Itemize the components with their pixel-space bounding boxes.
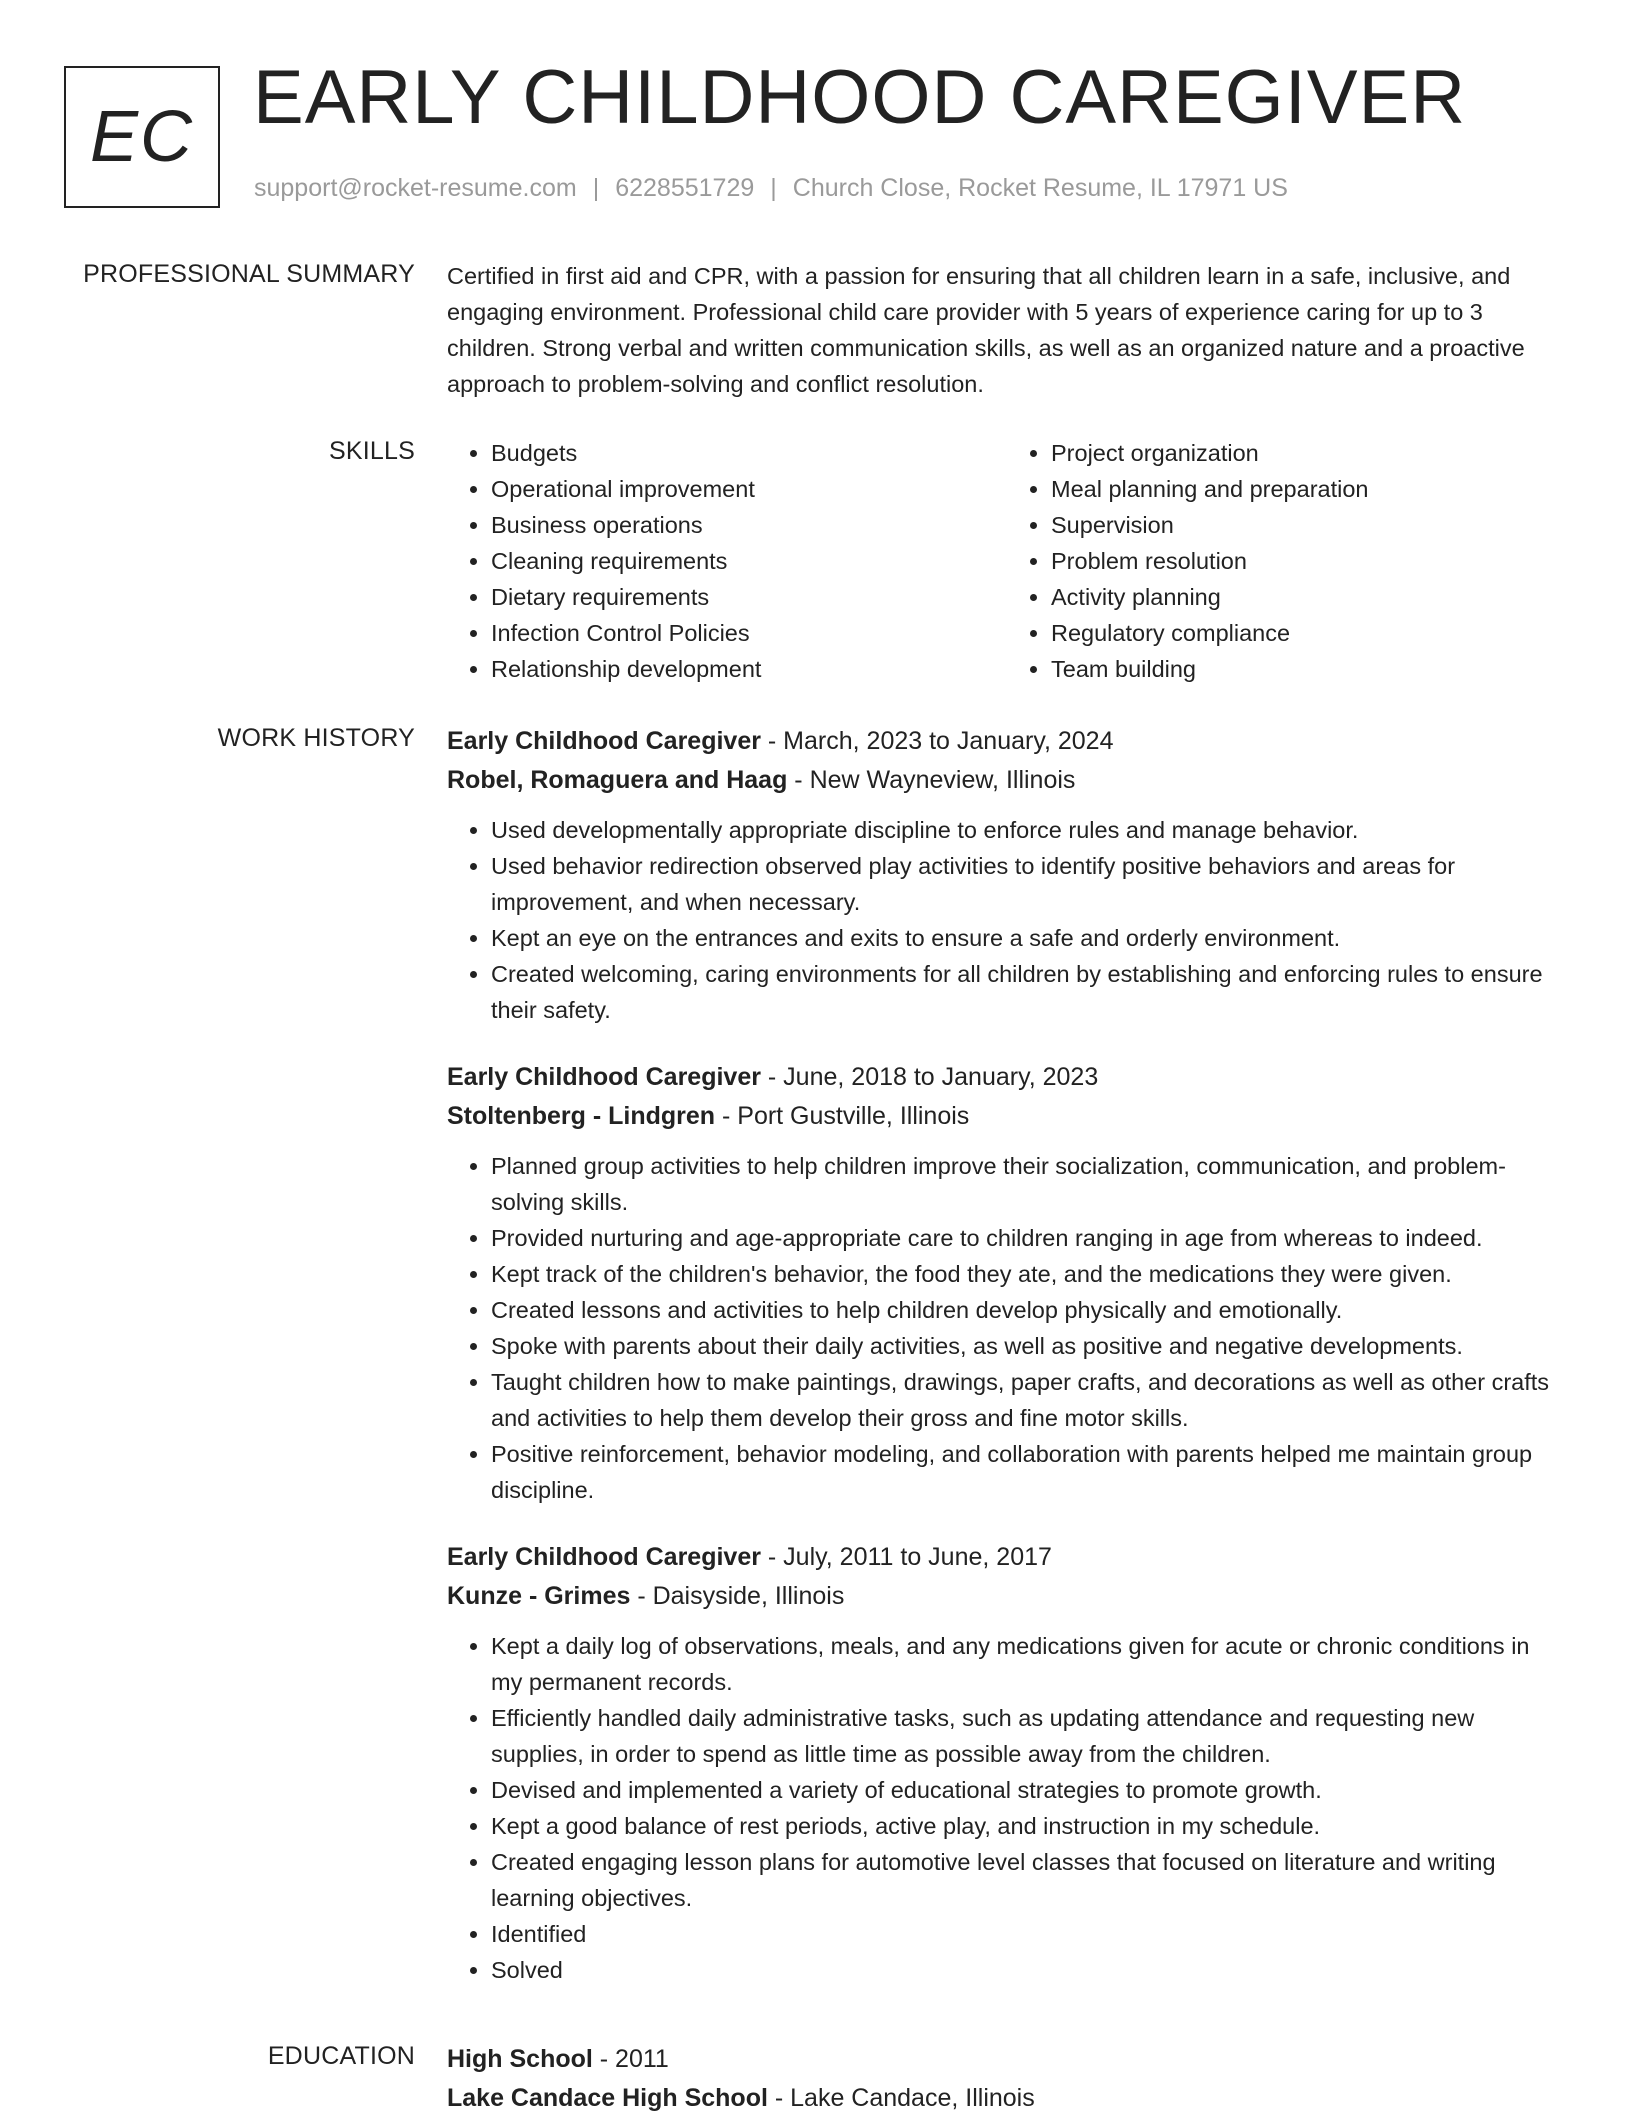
job-bullet: • Taught children how to make paintings, drawings, paper crafts, and decorations as well as other crafts and activities to help them develop their gross and fine motor skills. <box>491 1364 1567 1436</box>
skill-item: • Relationship development <box>491 651 1007 687</box>
education-degree: High School <box>447 2045 593 2073</box>
job-location: - Daisyside, Illinois <box>630 1582 845 1610</box>
contact-separator: | <box>770 174 777 202</box>
job-bullet: • Provided nurturing and age-appropriate care to children ranging in age from whereas to indeed. <box>491 1220 1567 1256</box>
job-entry <box>447 1538 1567 1988</box>
monogram-initials: EC <box>89 97 195 177</box>
job-bullet: • Efficiently handled daily administrative tasks, such as updating attendance and requesting new supplies, in order to spend as little time as possible away from the children. <box>491 1700 1567 1772</box>
job-bullet: • Solved <box>491 1952 1567 1988</box>
skill-item: • Meal planning and preparation <box>1051 471 1567 507</box>
job-company: Kunze - Grimes <box>447 1582 631 1610</box>
job-bullet: • Kept an eye on the entrances and exits to ensure a safe and orderly environment. <box>491 920 1567 956</box>
job-company-line <box>447 761 1567 800</box>
job-company: Robel, Romaguera and Haag <box>447 766 788 794</box>
job-bullet: • Created lessons and activities to help children develop physically and emotionally. <box>491 1292 1567 1328</box>
education-location: - Lake Candace, Illinois <box>767 2084 1035 2112</box>
skills-body <box>447 435 1567 687</box>
education-body <box>447 2040 1567 2118</box>
job-bullet: • Planned group activities to help children improve their socialization, communication, and problem-solving skills. <box>491 1148 1567 1220</box>
contact-address: Church Close, Rocket Resume, IL 17971 US <box>792 174 1288 202</box>
job-title: Early Childhood Caregiver <box>447 727 761 755</box>
summary-body <box>447 258 1567 402</box>
job-company-line <box>447 1097 1567 1136</box>
skills-list-right <box>1007 435 1567 687</box>
contact-phone: 6228551729 <box>615 174 755 202</box>
job-title-line <box>447 1058 1567 1097</box>
skill-item: • Dietary requirements <box>491 579 1007 615</box>
job-bullet: • Devised and implemented a variety of educational strategies to promote growth. <box>491 1772 1567 1808</box>
monogram-box <box>64 66 220 208</box>
job-bullet: • Positive reinforcement, behavior modeling, and collaboration with parents helped me maintain group discipline. <box>491 1436 1567 1508</box>
skill-item: • Budgets <box>491 435 1007 471</box>
education-degree-line <box>447 2040 1567 2079</box>
job-bullet: • Used behavior redirection observed play activities to identify positive behaviors and areas for improvement, and when necessary. <box>491 848 1567 920</box>
candidate-title: EARLY CHILDHOOD CAREGIVER <box>253 55 1467 140</box>
education-heading: EDUCATION <box>267 2042 415 2070</box>
skill-item: • Project organization <box>1051 435 1567 471</box>
job-bullet: • Kept a good balance of rest periods, active play, and instruction in my schedule. <box>491 1808 1567 1844</box>
job-bullet: • Created welcoming, caring environments for all children by establishing and enforcing rules to ensure their safety. <box>491 956 1567 1028</box>
contact-separator: | <box>592 174 600 202</box>
summary-text: Certified in first aid and CPR, with a passion for ensuring that all children learn in a safe, inclusive, and engaging environment. Professional child care provider with 5 years of experience caring for up to 3 children. Strong verbal and written communication skills, as well as an organized nature and a proactive approach to problem-solving and conflict resolution. <box>447 263 1525 397</box>
skill-item: • Problem resolution <box>1051 543 1567 579</box>
skill-item: • Cleaning requirements <box>491 543 1007 579</box>
job-bullet: • Spoke with parents about their daily activities, as well as positive and negative developments. <box>491 1328 1567 1364</box>
job-dates: - June, 2018 to January, 2023 <box>760 1063 1099 1091</box>
job-title-line <box>447 722 1567 761</box>
contact-line <box>254 174 1288 203</box>
job-bullets <box>447 812 1567 1028</box>
skill-item: • Infection Control Policies <box>491 615 1007 651</box>
job-bullet: • Kept track of the children's behavior, the food they ate, and the medications they were given. <box>491 1256 1567 1292</box>
skills-list-left <box>447 435 1007 687</box>
skill-item: • Team building <box>1051 651 1567 687</box>
job-location: - Port Gustville, Illinois <box>715 1102 970 1130</box>
job-bullet: • Kept a daily log of observations, meals, and any medications given for acute or chronic conditions in my permanent records. <box>491 1628 1567 1700</box>
education-school: Lake Candace High School <box>447 2084 768 2112</box>
work-history-heading: WORK HISTORY <box>217 724 415 752</box>
contact-email: support@rocket-resume.com <box>254 174 577 202</box>
skill-item: • Business operations <box>491 507 1007 543</box>
job-bullet: • Identified <box>491 1916 1567 1952</box>
education-year: - 2011 <box>592 2045 669 2073</box>
job-title: Early Childhood Caregiver <box>447 1543 761 1571</box>
job-bullets <box>447 1628 1567 1988</box>
work-history-body <box>447 722 1567 2018</box>
summary-heading: PROFESSIONAL SUMMARY <box>83 260 415 288</box>
job-entry <box>447 1058 1567 1508</box>
job-bullet: • Used developmentally appropriate discipline to enforce rules and manage behavior. <box>491 812 1567 848</box>
skills-heading: SKILLS <box>329 437 415 465</box>
job-dates: - July, 2011 to June, 2017 <box>760 1543 1052 1571</box>
skill-item: • Supervision <box>1051 507 1567 543</box>
job-entry <box>447 722 1567 1028</box>
job-dates: - March, 2023 to January, 2024 <box>760 727 1114 755</box>
job-title-line <box>447 1538 1567 1577</box>
job-title: Early Childhood Caregiver <box>447 1063 761 1091</box>
job-location: - New Wayneview, Illinois <box>787 766 1076 794</box>
skill-item: • Regulatory compliance <box>1051 615 1567 651</box>
education-school-line <box>447 2079 1567 2118</box>
job-company: Stoltenberg - Lindgren <box>447 1102 716 1130</box>
job-bullets <box>447 1148 1567 1508</box>
job-bullet: • Created engaging lesson plans for automotive level classes that focused on literature and writing learning objectives. <box>491 1844 1567 1916</box>
job-company-line <box>447 1577 1567 1616</box>
skill-item: • Operational improvement <box>491 471 1007 507</box>
skill-item: • Activity planning <box>1051 579 1567 615</box>
